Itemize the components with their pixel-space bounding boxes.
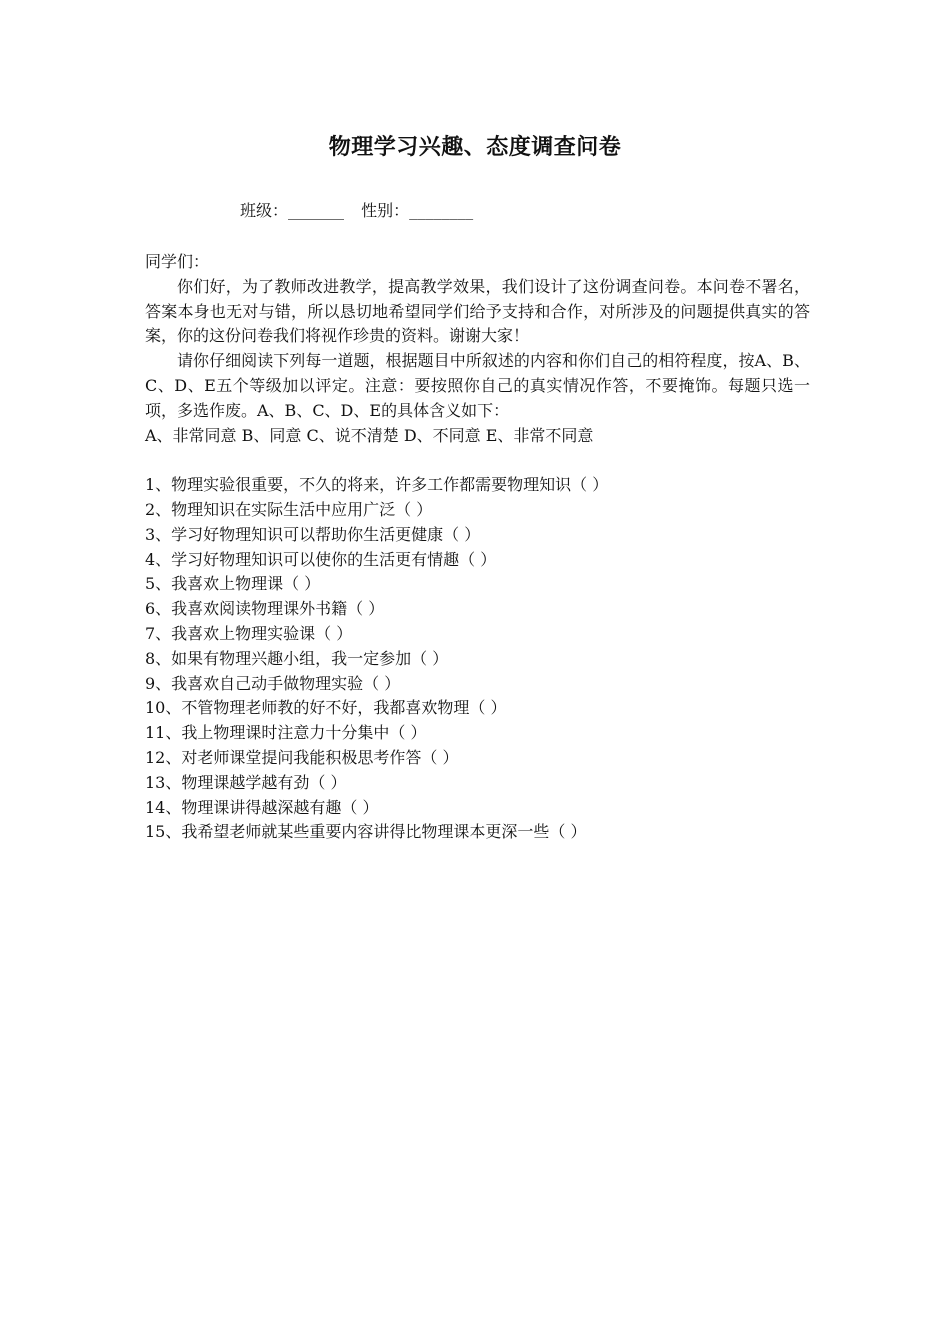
instruction-paragraph: 请你仔细阅读下列每一道题，根据题目中所叙述的内容和你们自己的相符程度，按A、B、C、D、E五个等级加以评定。注意：要按照你自己的真实情况作答，不要掩饰。每题只选一项，多选作废。A、B、C、D、E的具体含义如下：: [145, 351, 810, 420]
document-title: 物理学习兴趣、态度调查问卷: [328, 135, 622, 160]
info-fields: [240, 199, 473, 223]
question-item: 13、物理课越学越有劲（ ）: [145, 772, 347, 792]
intro-paragraph: 你们好，为了教师改进教学，提高教学效果，我们设计了这份调查问卷。本问卷不署名，答案本身也无对与错，所以恳切地希望同学们给予支持和合作，对所涉及的问题提供真实的答案，你的这份问卷我们将视作珍贵的资料。谢谢大家！: [145, 276, 810, 346]
document-body: [145, 250, 810, 845]
gender-blank: ________: [409, 201, 474, 220]
question-item: 5、我喜欢上物理课（ ）: [145, 574, 321, 594]
class-label: 班级：: [240, 201, 289, 220]
gender-label: 性别：: [361, 201, 410, 220]
question-item: 2、物理知识在实际生活中应用广泛（ ）: [145, 499, 433, 519]
question-item: 10、不管物理老师教的好不好，我都喜欢物理（ ）: [145, 698, 507, 718]
greeting: 同学们：: [145, 252, 210, 271]
question-item: 1、物理实验很重要，不久的将来，许多工作都需要物理知识（ ）: [145, 475, 609, 495]
question-item: 7、我喜欢上物理实验课（ ）: [145, 623, 353, 643]
question-item: 3、学习好物理知识可以帮助你生活更健康（ ）: [145, 524, 481, 544]
question-item: 11、我上物理课时注意力十分集中（ ）: [145, 723, 427, 743]
question-item: 4、学习好物理知识可以使你的生活更有情趣（ ）: [145, 549, 497, 569]
question-item: 12、对老师课堂提问我能积极思考作答（ ）: [145, 747, 459, 767]
question-item: 9、我喜欢自己动手做物理实验（ ）: [145, 673, 401, 693]
rating-scale: A、非常同意 B、同意 C、说不清楚 D、不同意 E、非常不同意: [145, 425, 594, 445]
question-item: 6、我喜欢阅读物理课外书籍（ ）: [145, 599, 385, 619]
question-list: [145, 473, 810, 845]
question-item: 8、如果有物理兴趣小组，我一定参加（ ）: [145, 648, 449, 668]
question-item: 15、我希望老师就某些重要内容讲得比物理课本更深一些（ ）: [145, 822, 587, 842]
class-blank: _______: [288, 201, 345, 220]
question-item: 14、物理课讲得越深越有趣（ ）: [145, 797, 379, 817]
